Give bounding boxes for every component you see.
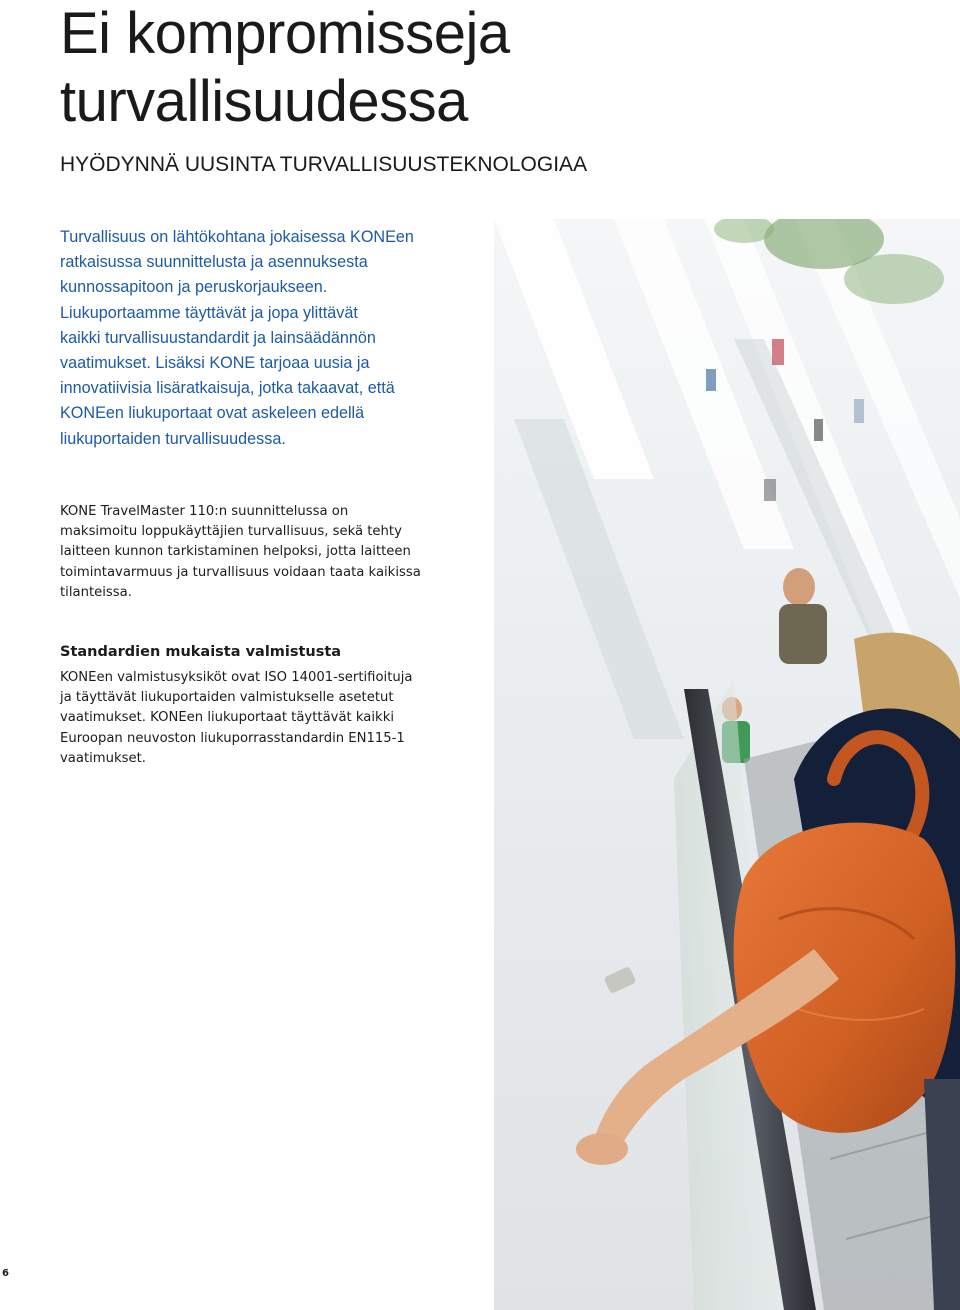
body-paragraph-travelmaster [60, 502, 460, 603]
intro-line: kunnossapitoon ja peruskorjaukseen. [60, 278, 328, 297]
escalator-photo [494, 219, 960, 1310]
body-line: ja täyttävät liukuportaiden valmistukselle asetetut [60, 690, 394, 706]
body-line: KONE TravelMaster 110:n suunnittelussa on [60, 504, 349, 519]
intro-line: innovatiivisia lisäratkaisuja, jotka takaavat, että [60, 379, 395, 398]
intro-line: kaikki turvallisuustandardit ja lainsäädännön [60, 328, 376, 347]
body-line: vaatimukset. [60, 750, 146, 766]
intro-paragraph [60, 225, 460, 452]
section-heading-standards: Standardien mukaista valmistusta [60, 644, 342, 660]
body-line: toimintavarmuus ja turvallisuus voidaan taata kaikissa [60, 564, 421, 580]
body-line: vaatimukset. KONEen liukuportaat täyttävät kaikki [60, 710, 394, 726]
page-subtitle: HYÖDYNNÄ UUSINTA TURVALLISUUSTEKNOLOGIAA [60, 153, 588, 176]
body-line: laitteen kunnon tarkistaminen helpoksi, jotta laitteen [60, 544, 411, 560]
title-line-1: Ei kompromisseja [60, 1, 510, 66]
body-line: maksimoitu loppukäyttäjien turvallisuus, sekä tehty [60, 524, 402, 540]
body-paragraph-standards [60, 668, 460, 769]
intro-line: ratkaisussa suunnittelusta ja asennuksesta [60, 253, 368, 272]
body-line: tilanteissa. [60, 584, 132, 600]
escalator-photo-illustration [494, 219, 960, 1310]
page-number: 6 [2, 1268, 9, 1279]
intro-line: vaatimukset. Lisäksi KONE tarjoaa uusia ja [60, 354, 370, 373]
body-line: KONEen valmistusyksiköt ovat ISO 14001-sertifioituja [60, 670, 413, 685]
title-line-2: turvallisuudessa [60, 69, 468, 134]
page-title [60, 0, 510, 136]
intro-line: liukuportaiden turvallisuudessa. [60, 429, 286, 448]
intro-line: KONEen liukuportaat ovat askeleen edellä [60, 404, 365, 423]
intro-line: Turvallisuus on lähtökohtana jokaisessa KONEen [60, 228, 414, 246]
intro-line: Liukuportaamme täyttävät ja jopa ylittävät [60, 303, 358, 322]
body-line: Euroopan neuvoston liukuporrasstandardin EN115-1 [60, 730, 405, 746]
